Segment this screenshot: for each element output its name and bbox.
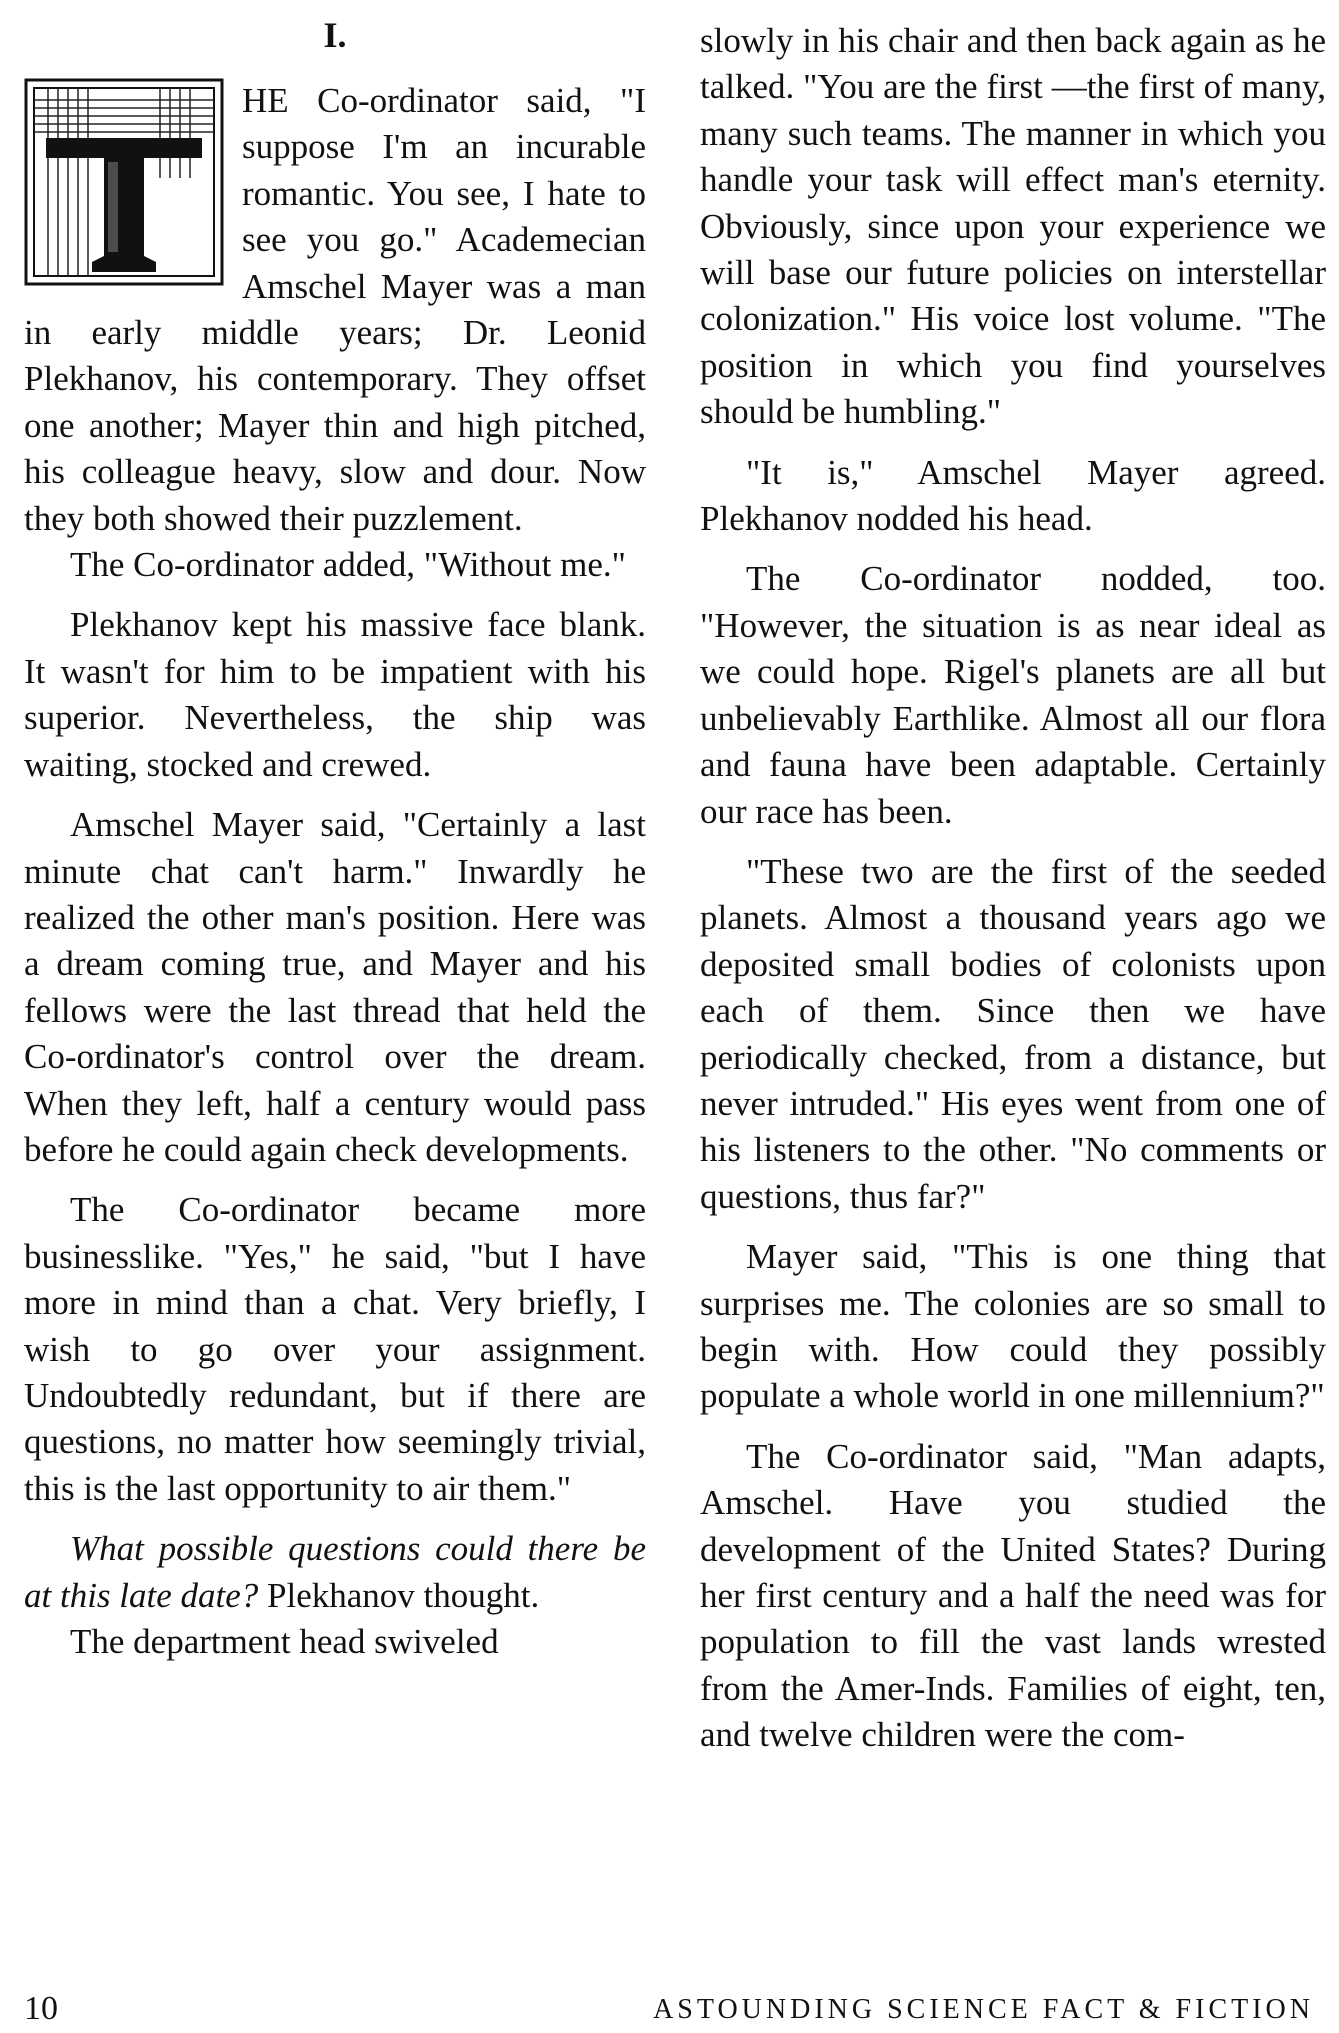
paragraph: HE Co-ordinator said, "I suppose I'm an incurable romantic. You see, I hate to see you go." Academecian Amschel Mayer was a man in early middle years; Dr. Leonid Plekhanov, his contemporary. They offset one another; Mayer thin and high pitched, his colleague heavy, slow and dour. Now they both showed their puzzlement.	[24, 81, 646, 538]
drop-cap-t-icon	[24, 78, 224, 286]
left-column	[24, 15, 646, 1665]
italic-thought: What possible questions could there be at this late date?	[24, 1529, 646, 1615]
paragraph: slowly in his chair and then back again as he talked. "You are the first —the first of many, many such teams. The manner in which you handle your task will effect man's eternity. Obviously, since upon your experience we will base our future policies on interstellar colonization." His voice lost volume. "The position in which you find yourselves should be humbling."	[700, 21, 1326, 432]
chapter-heading: I.	[323, 15, 347, 55]
paragraph: The Co-ordinator added, "Without me."	[70, 545, 626, 585]
thought-attribution: Plekhanov thought.	[258, 1575, 540, 1615]
paragraph: The department head swiveled	[70, 1622, 499, 1661]
paragraph: The Co-ordinator said, "Man adapts, Amschel. Have you studied the development of the United States? During her first century and a half the need was for population to fill the vast lands wrested from the Amer-Inds. Families of eight, ten, and twelve children were the com-	[700, 1436, 1326, 1755]
paragraph: Plekhanov kept his massive face blank. It wasn't for him to be impatient with his superior. Nevertheless, the ship was waiting, stocked and crewed.	[24, 605, 646, 784]
paragraph: "It is," Amschel Mayer agreed. Plekhanov nodded his head.	[700, 452, 1326, 539]
paragraph: Amschel Mayer said, "Certainly a last minute chat can't harm." Inwardly he realized the other man's position. Here was a dream coming true, and Mayer and his fellows were the last thread that held the Co-ordinator's control over the dream. When they left, half a century would pass before he could again check developments.	[24, 805, 646, 1169]
paragraph: Mayer said, "This is one thing that surprises me. The colonies are so small to begin with. How could they possibly populate a whole world in one millennium?"	[700, 1237, 1326, 1416]
paragraph: "These two are the first of the seeded planets. Almost a thousand years ago we deposited small bodies of colonists upon each of them. Since then we have periodically checked, from a distance, but never intruded." His eyes went from one of his listeners to the other. "No comments or questions, thus far?"	[700, 851, 1326, 1216]
page-footer	[24, 1990, 1314, 2030]
paragraph: The Co-ordinator nodded, too. "However, the situation is as near ideal as we could hope. Rigel's planets are all but unbelievably Earthlike. Almost all our flora and fauna have been adaptable. Certainly our race has been.	[700, 559, 1326, 831]
paragraph	[24, 1526, 646, 1619]
running-title: ASTOUNDING SCIENCE FACT & FICTION	[653, 1994, 1314, 2025]
page-number: 10	[24, 1990, 58, 2027]
right-column	[700, 18, 1326, 1759]
paragraph: The Co-ordinator became more businesslike. "Yes," he said, "but I have more in mind than a chat. Very briefly, I wish to go over your assignment. Undoubtedly redundant, but if there are questions, no matter how seemingly trivial, this is the last opportunity to air them."	[24, 1190, 646, 1508]
